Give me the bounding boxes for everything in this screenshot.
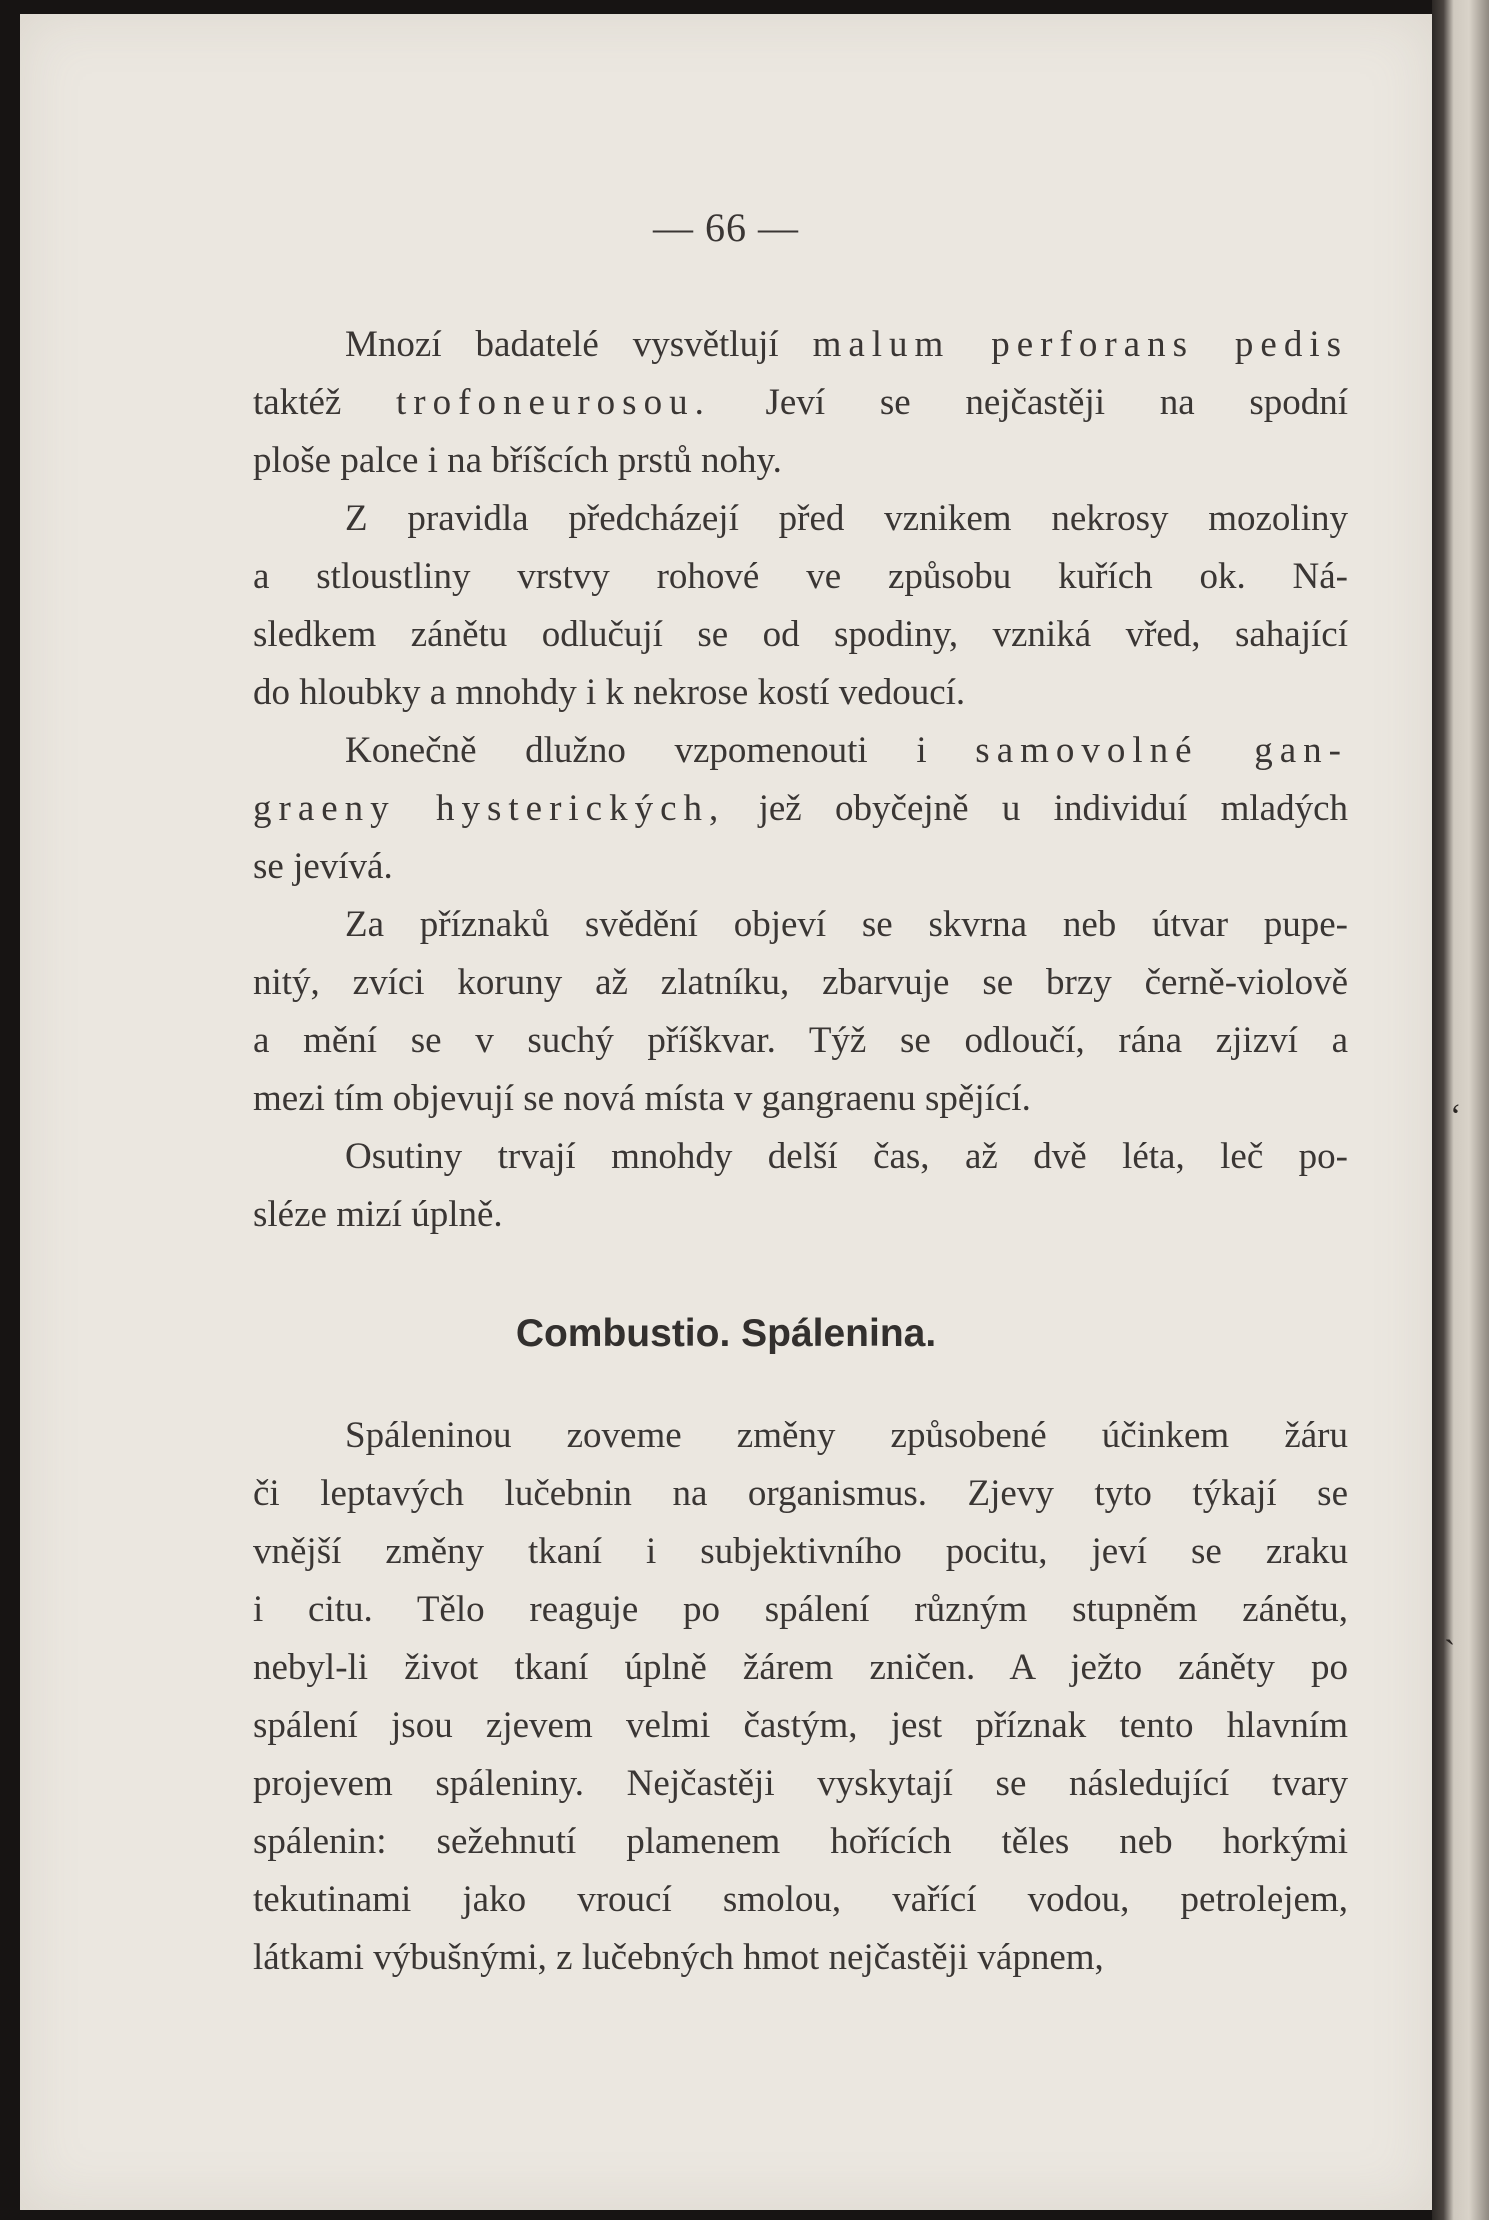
paragraph <box>253 896 1348 1128</box>
paragraph <box>253 490 1348 722</box>
page-edge <box>1432 0 1489 2220</box>
text-segment: i citu. Tělo reaguje po spálení různým stupněm zánětu, <box>253 1589 1348 1630</box>
edge-mark-decoration: ˏ <box>1444 1608 1456 1645</box>
text-segment: Osutiny trvají mnohdy delší čas, až dvě léta, leč po- <box>345 1136 1348 1177</box>
body-text-top <box>253 316 1348 1244</box>
text-segment: do hloubky a mnohdy i k nekrose kostí vedoucí. <box>253 672 966 713</box>
text-segment: a mění se v suchý příškvar. Týž se odloučí, rána zjizví a <box>253 1020 1348 1061</box>
text-line <box>253 606 1348 664</box>
text-segment: Z pravidla předcházejí před vznikem nekrosy mozoliny <box>345 498 1348 539</box>
text-segment: Mnozí badatelé vysvětlují <box>345 324 813 365</box>
spaced-term: malum perforans pedis <box>812 324 1348 365</box>
text-segment: nebyl-li život tkaní úplně žárem zničen. A ježto záněty po <box>253 1647 1348 1688</box>
text-line <box>253 1697 1348 1755</box>
text-segment: mezi tím objevují se nová místa v gangraenu spějící. <box>253 1078 1031 1119</box>
text-line <box>253 316 1348 374</box>
text-segment: sléze mizí úplně. <box>253 1194 503 1235</box>
spaced-term: samovolné gan- <box>975 730 1349 771</box>
text-segment: jež obyčejně u individuí mladých <box>725 788 1348 829</box>
text-segment: taktéž <box>253 382 397 423</box>
text-line <box>253 374 1348 432</box>
text-segment: se jevívá. <box>253 846 393 887</box>
text-line <box>253 1813 1348 1871</box>
text-line <box>253 1871 1348 1929</box>
text-line <box>253 1128 1348 1186</box>
text-line <box>253 838 1348 896</box>
text-line <box>253 1012 1348 1070</box>
text-line <box>253 548 1348 606</box>
text-segment: vnější změny tkaní i subjektivního pocitu, jeví se zraku <box>253 1531 1348 1572</box>
text-line <box>253 1581 1348 1639</box>
paragraph <box>253 1128 1348 1244</box>
text-segment: sledkem zánětu odlučují se od spodiny, vzniká vřed, sahající <box>253 614 1348 655</box>
text-line <box>253 722 1348 780</box>
text-line <box>253 1186 1348 1244</box>
spaced-term: trofoneurosou. <box>396 382 711 423</box>
book-page <box>20 14 1432 2210</box>
paragraph <box>253 1407 1348 1987</box>
text-segment: spálenin: sežehnutí plamenem hořících těles neb horkými <box>253 1821 1348 1862</box>
text-segment: či leptavých lučebnin na organismus. Zjevy tyto týkají se <box>253 1473 1348 1514</box>
text-segment: Spáleninou zoveme změny způsobené účinkem žáru <box>345 1415 1348 1456</box>
text-line <box>253 1465 1348 1523</box>
body-text-bottom <box>253 1407 1348 1987</box>
text-line <box>253 664 1348 722</box>
paragraph <box>253 316 1348 490</box>
text-segment: látkami výbušnými, z lučebných hmot nejčastěji vápnem, <box>253 1937 1104 1978</box>
text-line <box>253 780 1348 838</box>
text-segment: spálení jsou zjevem velmi častým, jest příznak tento hlavním <box>253 1705 1348 1746</box>
text-segment: nitý, zvíci koruny až zlatníku, zbarvuje se brzy černě-violově <box>253 962 1348 1003</box>
spaced-term: graeny hysterických, <box>253 788 726 829</box>
section-heading: Combustio. Spálenina. <box>515 1312 937 1355</box>
edge-mark-decoration: ʻ <box>1450 1098 1462 1135</box>
text-segment: tekutinami jako vroucí smolou, vařící vodou, petrolejem, <box>253 1879 1348 1920</box>
text-line <box>253 432 1348 490</box>
text-line <box>253 1407 1348 1465</box>
text-segment: Konečně dlužno vzpomenouti i <box>345 730 976 771</box>
text-segment: ploše palce i na bříšcích prstů nohy. <box>253 440 782 481</box>
paragraph <box>253 722 1348 896</box>
text-segment: a stloustliny vrstvy rohové ve způsobu kuřích ok. Ná- <box>253 556 1348 597</box>
text-line <box>253 1523 1348 1581</box>
text-line <box>253 1070 1348 1128</box>
text-line <box>253 1639 1348 1697</box>
text-segment: Za příznaků svědění objeví se skvrna neb útvar pupe- <box>345 904 1348 945</box>
text-line <box>253 490 1348 548</box>
page-number: — 66 — <box>653 205 799 250</box>
text-segment: Jeví se nejčastěji na spodní <box>710 382 1348 423</box>
text-segment: projevem spáleniny. Nejčastěji vyskytají se následující tvary <box>253 1763 1348 1804</box>
text-line <box>253 954 1348 1012</box>
text-line <box>253 896 1348 954</box>
text-line <box>253 1755 1348 1813</box>
text-line <box>253 1929 1348 1987</box>
